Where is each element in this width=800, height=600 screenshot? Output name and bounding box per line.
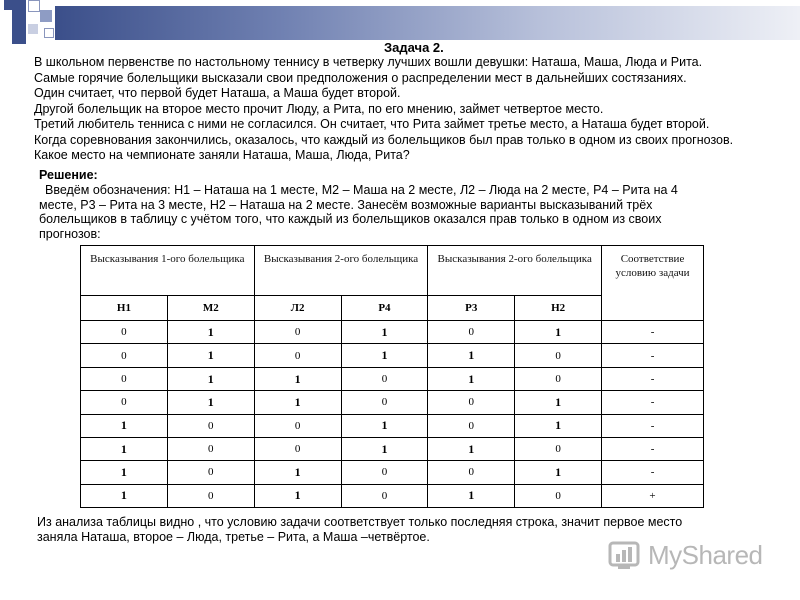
table-row	[81, 321, 704, 344]
slide-title: Задача 2.	[384, 40, 444, 55]
table-cell: 1	[167, 367, 254, 390]
table-cell: 0	[167, 437, 254, 460]
table-row	[81, 437, 704, 460]
forecast-table	[80, 245, 704, 508]
deco-square	[44, 28, 54, 38]
table-cell: 0	[341, 461, 428, 484]
table-group-header-row	[81, 246, 704, 296]
solution-line: Введём обозначения: Н1 – Наташа на 1 месте, М2 – Маша на 2 месте, Л2 – Люда на 2 месте, Р4 – Рита на 4	[45, 183, 678, 197]
header-gradient-band	[55, 6, 800, 40]
group-header-fan1: Высказывания 1-ого болельщика	[81, 246, 255, 296]
table-cell: 1	[167, 344, 254, 367]
deco-square	[40, 10, 52, 22]
condition-result-cell: -	[602, 321, 704, 344]
table-cell: 0	[515, 437, 602, 460]
myshared-logo	[608, 538, 763, 572]
table-cell: 1	[341, 414, 428, 437]
table-cell: 0	[167, 414, 254, 437]
table-row	[81, 461, 704, 484]
problem-text	[34, 55, 774, 164]
table-cell: 0	[341, 484, 428, 507]
column-header: Н1	[81, 295, 168, 320]
problem-line: Третий любитель тенниса с ними не согласился. Он считает, что Рита займет третье место, а Наташа будет второй.	[34, 117, 710, 131]
solution-line: месте, Р3 – Рита на 3 месте, Н2 – Наташа на 2 месте. Занесём возможные варианты высказываний трёх	[39, 197, 653, 212]
table-cell: 0	[428, 461, 515, 484]
table-cell: 1	[167, 321, 254, 344]
table-cell: 0	[428, 414, 515, 437]
table-cell: 1	[341, 321, 428, 344]
table-cell: 0	[167, 484, 254, 507]
table-cell: 1	[428, 367, 515, 390]
problem-line: Самые горячие болельщики высказали свои предположения о распределении мест в дальнейших состязаниях.	[34, 70, 687, 85]
table-cell: 0	[428, 391, 515, 414]
conclusion-line: заняла Наташа, второе – Люда, третье – Рита, а Маша –четвёртое.	[37, 530, 430, 544]
condition-header: Соответствие условию задачи	[602, 246, 704, 321]
table-cell: 0	[81, 344, 168, 367]
column-header: Р3	[428, 295, 515, 320]
condition-result-cell: -	[602, 461, 704, 484]
deco-square	[4, 0, 20, 10]
table-cell: 0	[254, 321, 341, 344]
solution-title: Решение:	[39, 168, 98, 182]
column-header: Л2	[254, 295, 341, 320]
conclusion-line: Из анализа таблицы видно , что условию задачи соответствует только последняя строка, значит первое место	[37, 515, 683, 529]
deco-square	[28, 0, 40, 12]
table-cell: 1	[81, 461, 168, 484]
problem-line: Один считает, что первой будет Наташа, а Маша будет второй.	[34, 86, 401, 100]
table-cell: 0	[254, 437, 341, 460]
table-row	[81, 367, 704, 390]
table-cell: 0	[81, 391, 168, 414]
table-cell: 1	[515, 414, 602, 437]
table-cell: 1	[254, 391, 341, 414]
table-cell: 1	[428, 484, 515, 507]
table-cell: 1	[515, 461, 602, 484]
table-row	[81, 344, 704, 367]
solution-text	[39, 183, 739, 241]
table-cell: 0	[515, 484, 602, 507]
condition-result-cell: -	[602, 344, 704, 367]
column-header: М2	[167, 295, 254, 320]
solution-line: болельщиков в таблицу с учётом того, что каждый из болельщиков оказался прав только в одном из своих	[39, 212, 662, 226]
problem-line: Какое место на чемпионате заняли Наташа, Маша, Люда, Рита?	[34, 148, 410, 162]
table-cell: 0	[167, 461, 254, 484]
table-cell: 1	[167, 391, 254, 414]
table-cell: 0	[515, 367, 602, 390]
logo-text: MyShared	[648, 539, 763, 570]
deco-square	[28, 24, 38, 34]
table-cell: 1	[515, 321, 602, 344]
table-cell: 1	[515, 391, 602, 414]
table-cell: 1	[341, 344, 428, 367]
table-cell: 1	[254, 367, 341, 390]
condition-result-cell: +	[602, 484, 704, 507]
table-cell: 1	[81, 437, 168, 460]
problem-line: Когда соревнования закончились, оказалось, что каждый из болельщиков был прав только в одном из своих прогнозов.	[34, 132, 734, 147]
table-cell: 1	[81, 484, 168, 507]
table-row	[81, 391, 704, 414]
table-cell: 1	[428, 344, 515, 367]
solution-line: прогнозов:	[39, 226, 101, 241]
table-cell: 1	[341, 437, 428, 460]
table-cell: 0	[515, 344, 602, 367]
condition-result-cell: -	[602, 391, 704, 414]
table-cell: 0	[81, 367, 168, 390]
table-cell: 0	[254, 344, 341, 367]
group-header-fan2: Высказывания 2-ого болельщика	[254, 246, 428, 296]
table-cell: 1	[428, 437, 515, 460]
table-row	[81, 484, 704, 507]
problem-line: В школьном первенстве по настольному теннису в четверку лучших вошли девушки: Наташа, Маша, Люда и Рита.	[34, 55, 703, 69]
table-cell: 0	[81, 321, 168, 344]
table-cell: 0	[428, 321, 515, 344]
problem-line: Другой болельщик на второе место прочит Люду, а Рита, по его мнению, займет четвертое место.	[34, 101, 604, 116]
table-cell: 1	[254, 484, 341, 507]
table-cell: 1	[81, 414, 168, 437]
table-cell: 0	[254, 414, 341, 437]
table-body	[81, 321, 704, 508]
condition-result-cell: -	[602, 367, 704, 390]
table-row	[81, 414, 704, 437]
condition-result-cell: -	[602, 437, 704, 460]
table-cell: 0	[341, 391, 428, 414]
chart-icon	[608, 539, 642, 571]
column-header: Н2	[515, 295, 602, 320]
table-cell: 0	[341, 367, 428, 390]
condition-result-cell: -	[602, 414, 704, 437]
column-header: Р4	[341, 295, 428, 320]
group-header-fan3: Высказывания 2-ого болельщика	[428, 246, 602, 296]
table-cell: 1	[254, 461, 341, 484]
